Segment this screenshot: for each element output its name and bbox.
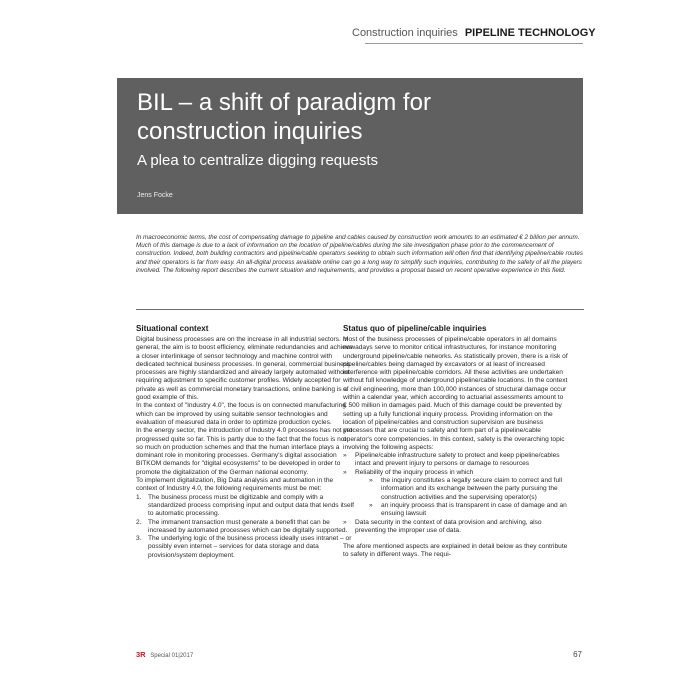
bullet-marker: » [369, 477, 373, 485]
list-item [136, 519, 355, 536]
paragraph: Most of the business processes of pipeline/cable operators in all domains nowadays serve to monitor critical infrastructures, for instance monitoring underground pipeline/cable networks. As statistically proven, there is a risk of pipeline/cables being damaged by excavators or at least of increased interference with pipeline/cable corridors. All these activities are undertaken without full knowledge of underground pipeline/cable locations. In the context of civil engineering, more than 100,000 instances of structural damage occur within a calendar year, which according to actuarial assessments amount to € 500 million in damages paid. Much of this damage could be prevented by setting up a fully functional inquiry process. Providing information on the location of pipeline/cables and construction supervision are business processes that are crucial to safety and form part of a pipeline/cable operator's core competencies. In this context, safety is the overarching topic involving the following aspects: [343, 336, 568, 451]
section-label: Construction inquiries [352, 27, 458, 39]
bullet-marker: » [343, 452, 347, 460]
footer-issue [136, 651, 193, 660]
list-item-text: an inquiry process that is transparent in case of damage and an ensuing lawsuit [381, 501, 567, 518]
article-title [137, 88, 567, 146]
title-line-1: BIL – a shift of paradigm for [137, 89, 431, 116]
list-number: 3. [136, 535, 142, 543]
paragraph: The afore mentioned aspects are explained in detail below as they contribute to safety in different ways. The requi- [343, 543, 568, 559]
author-name: Jens Focke [137, 192, 173, 199]
abstract: In macroeconomic terms, the cost of compensating damage to pipeline and cables caused by construction work amounts to an estimated € 2 billion per annum. Much of this damage is due to a lack of information on the location of pipeline/cables during the site investigation phase prior to the commencement of construction. Indeed, both building contractors and pipeline/cable operators seeking to obtain such information will often find that identifying pipeline/cable routes and their operators is far from easy. An all-digital process available online can go a long way to simplify such inquiries, contributing to the safety of all the players involved. The following report describes the current situation and requirements, and provides a proposal based on recent operative experience in this field. [136, 234, 584, 274]
list-number: 2. [136, 518, 142, 526]
article-subtitle: A plea to centralize digging requests [137, 152, 378, 169]
sub-list-item [355, 477, 568, 502]
issue-label: Special 01|2017 [150, 653, 194, 659]
requirements-list [136, 494, 355, 560]
running-head [352, 27, 596, 40]
section-heading-status-quo: Status quo of pipeline/cable inquiries [343, 324, 487, 333]
list-item-text: The underlying logic of the business process ideally uses intranet – or possibly even internet – services for data storage and data provision/system deployment. [148, 535, 352, 559]
paragraph: In the energy sector, the introduction of Industry 4.0 processes has not yet progressed quite so far. This is partly due to the fact that the focus is not so much on production schemes and that the human interface plays a dominant role in monitoring processes. Germany's digital association BITKOM demands for "digital ecosystems" to be developed in order to promote the digitalization of the German national economy. [136, 427, 353, 476]
paragraph: Digital business processes are on the increase in all industrial sectors. In general, the aim is to boost efficiency, eliminate redundancies and achieve a closer interlinkage of sensor technology and machine control with dedicated technical business processes. In general, commercial business processes are highly standardized and already largely automated without requiring adjustment to specific customer profiles. Widely accepted for private as well as commercial monetary transactions, online banking is a good example of this. [136, 336, 353, 402]
list-item [136, 494, 355, 519]
title-line-2: construction inquiries [137, 118, 363, 145]
list-item-text: The immanent transaction must generate a benefit that can be increased by automated processes which can be digitally supported. [148, 518, 348, 534]
list-item-text: Reliability of the inquiry process in which [355, 468, 474, 476]
list-item [136, 535, 355, 560]
list-number: 1. [136, 493, 142, 501]
list-item-text: the inquiry constitutes a legally secure claim to correct and full information and its exchange between the party pursuing the construction activities and the supervising operator(s) [381, 477, 563, 501]
list-item-text: Pipeline/cable infrastructure safety to protect and keep pipeline/cables intact and prevent injury to persons or damage to resources [355, 452, 560, 468]
abstract-rule [136, 309, 584, 310]
bullet-marker: » [343, 518, 347, 526]
sub-list-item [355, 502, 568, 519]
bullet-marker: » [369, 501, 373, 509]
spacer [343, 535, 568, 543]
list-item [343, 469, 568, 519]
sub-list [355, 477, 568, 518]
paragraph: In the context of "Industry 4.0", the focus is on connected manufacturing which can be improved by using suitable sensor technologies and evaluation of measured data in order to optimize production cycles. [136, 402, 346, 426]
magazine-name: PIPELINE TECHNOLOGY [464, 27, 596, 39]
section-heading-situational-context: Situational context [136, 324, 209, 333]
header-rule [365, 43, 583, 44]
magazine-logo: 3R [136, 650, 146, 659]
safety-aspects-list [343, 452, 568, 535]
paragraph: To implement digitalization, Big Data analysis and automation in the context of Industry 4.0, the following requirements must be met: [136, 477, 334, 493]
page-number: 67 [573, 650, 582, 659]
bullet-marker: » [343, 468, 347, 476]
title-banner [117, 78, 583, 214]
list-item [343, 452, 568, 469]
list-item-text: Data security in the context of data provision and archiving, also preventing the improper use of data. [355, 518, 542, 534]
list-item [343, 519, 568, 536]
list-item-text: The business process must be digitizable and comply with a standardized process comprising input and output data that lends itself to automatic processing. [148, 493, 354, 518]
right-column [343, 324, 568, 560]
left-column [136, 324, 355, 560]
